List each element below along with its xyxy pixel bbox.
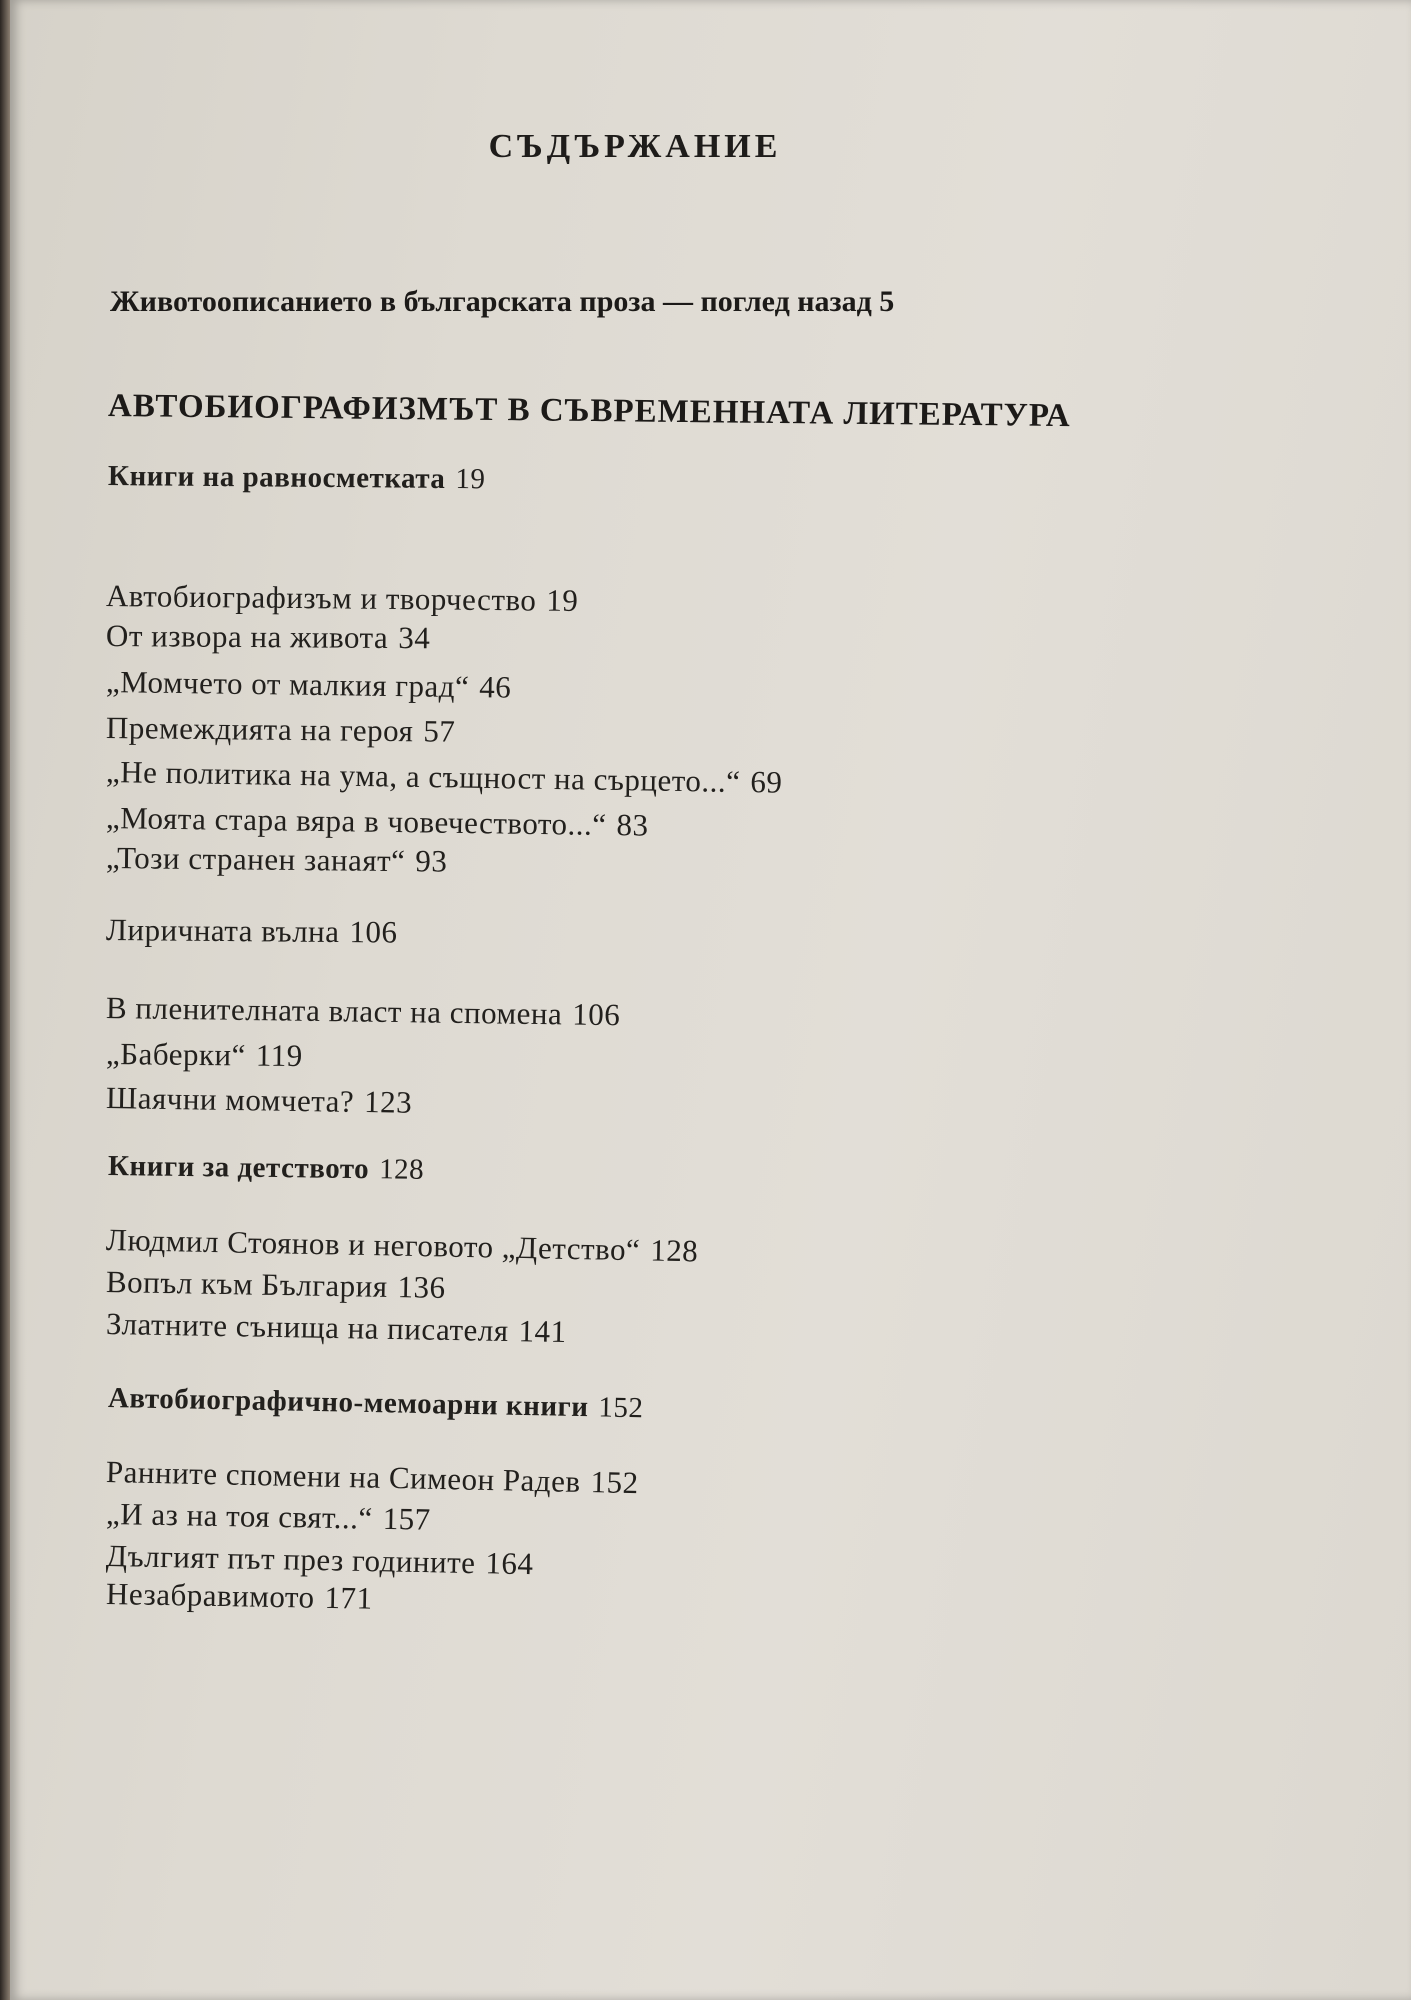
toc-entry-page-number: 171 bbox=[324, 1579, 373, 1616]
page-title: СЪДЪРЖАНИЕ bbox=[488, 128, 782, 165]
toc-entry-page-number: 152 bbox=[590, 1464, 639, 1501]
toc-entry bbox=[106, 618, 431, 656]
toc-entry-title: Книги на равносметката bbox=[107, 460, 446, 495]
toc-entry-page-number: 83 bbox=[616, 807, 649, 843]
toc-entry-title: „Момчето от малкия град“ bbox=[105, 664, 470, 705]
toc-entry bbox=[106, 664, 512, 706]
book-spine-edge bbox=[0, 0, 10, 2000]
toc-entry-page-number: 141 bbox=[518, 1313, 567, 1350]
toc-entry-title: Незабравимото bbox=[105, 1576, 315, 1615]
toc-entry-page-number: 123 bbox=[363, 1084, 413, 1120]
toc-section-heading bbox=[108, 460, 486, 496]
toc-entry-title: „Баберки“ bbox=[105, 1036, 247, 1073]
toc-entry bbox=[106, 1080, 413, 1121]
toc-entry-title: Ранните спомени на Симеон Радев bbox=[105, 1454, 581, 1499]
toc-entry-page-number: 157 bbox=[382, 1500, 432, 1537]
toc-entry bbox=[106, 1454, 639, 1501]
toc-entry-page-number: 128 bbox=[649, 1232, 699, 1269]
toc-entry-title: „Този странен занаят“ bbox=[105, 840, 406, 879]
toc-entry-title: Вопъл към България bbox=[105, 1264, 388, 1304]
toc-entry-page-number: 34 bbox=[398, 620, 431, 656]
toc-entry-title: Книги за детството bbox=[107, 1150, 370, 1186]
toc-entry-title: „Моята стара вяра в човечеството...“ bbox=[105, 800, 607, 842]
toc-entry bbox=[106, 578, 579, 619]
toc-entry-title: В пленителната власт на спомена bbox=[105, 990, 563, 1032]
intro-entry bbox=[110, 285, 894, 319]
toc-entry-title: От извора на живота bbox=[105, 618, 389, 655]
toc-entry bbox=[106, 710, 456, 750]
toc-entry bbox=[106, 1576, 373, 1617]
toc-entry bbox=[106, 840, 448, 880]
toc-section-heading bbox=[108, 1150, 425, 1187]
toc-entry-title: „И аз на тоя свят...“ bbox=[105, 1496, 374, 1536]
toc-entry-page-number: 46 bbox=[479, 669, 512, 705]
toc-entry bbox=[106, 1036, 303, 1074]
toc-entry-page-number: 152 bbox=[598, 1391, 644, 1425]
toc-entry-page-number: 136 bbox=[397, 1269, 446, 1305]
toc-entry bbox=[106, 912, 398, 951]
intro-entry-page: 5 bbox=[879, 285, 895, 318]
toc-entry bbox=[106, 1538, 534, 1582]
toc-entry-page-number: 69 bbox=[750, 764, 783, 800]
toc-entry bbox=[106, 1496, 431, 1538]
toc-entry-page-number: 106 bbox=[571, 996, 621, 1033]
toc-entry-title: Автобиографизъм и творчество bbox=[105, 578, 537, 618]
toc-entry-title: Златните сънища на писателя bbox=[105, 1306, 509, 1349]
toc-entry bbox=[106, 1222, 699, 1269]
toc-section-heading bbox=[108, 1382, 644, 1425]
toc-entry-page-number: 128 bbox=[378, 1153, 425, 1186]
toc-entry-title: Дългият път през годините bbox=[105, 1538, 476, 1581]
toc-entry-page-number: 93 bbox=[415, 843, 448, 879]
toc-entry-title: Лиричната вълна bbox=[105, 912, 340, 950]
toc-entry-page-number: 164 bbox=[485, 1545, 534, 1582]
toc-entry-page-number: 57 bbox=[423, 713, 456, 749]
toc-entry-title: Людмил Стоянов и неговото „Детство“ bbox=[105, 1222, 641, 1268]
intro-entry-text: Животоописанието в българската проза — поглед назад bbox=[110, 285, 872, 318]
toc-entry bbox=[106, 1264, 446, 1306]
book-page bbox=[10, 0, 1411, 2000]
toc-entry-title: Автобиографично-мемоарни книги bbox=[107, 1382, 589, 1424]
toc-entry-page-number: 106 bbox=[349, 914, 398, 950]
toc-entry-page-number: 19 bbox=[455, 463, 486, 496]
toc-entry bbox=[106, 1306, 567, 1350]
toc-entry bbox=[106, 800, 649, 844]
toc-entry-title: „Не политика на ума, а същност на сърцето...“ bbox=[105, 754, 741, 799]
toc-entry-title: Шаячни момчета? bbox=[105, 1080, 355, 1119]
toc-entry bbox=[106, 754, 783, 801]
toc-entry-page-number: 19 bbox=[546, 582, 579, 618]
toc-entry bbox=[106, 990, 621, 1033]
toc-entry-title: Премеждията на героя bbox=[105, 710, 414, 749]
toc-entry-page-number: 119 bbox=[255, 1037, 303, 1074]
part-heading: АВТОБИОГРАФИЗМЪТ В СЪВРЕМЕННАТА ЛИТЕРАТУРА bbox=[107, 388, 1071, 435]
